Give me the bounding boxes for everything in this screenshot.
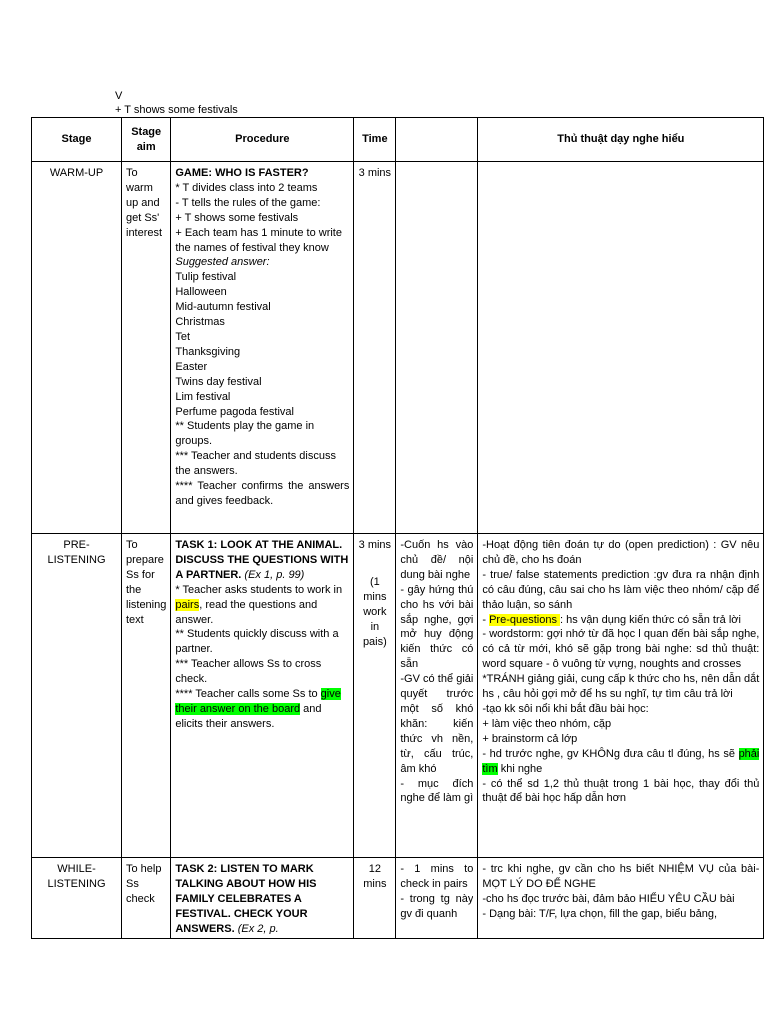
time-pre-main: 3 mins bbox=[358, 539, 392, 551]
tech-item: + làm việc theo nhóm, cặp bbox=[482, 717, 612, 730]
answer-item: Christmas bbox=[175, 316, 225, 329]
warmup-tail: *** Teacher and students discuss the answers. bbox=[175, 450, 336, 478]
stage-while-listening bbox=[32, 858, 122, 939]
tech-item: : hs vận dụng kiến thức có sẵn trả lời bbox=[560, 613, 741, 626]
tech-item: -tạo kk sôi nổi khi bắt đầu bài học: bbox=[482, 702, 649, 715]
warmup-title: GAME: WHO IS FASTER? bbox=[175, 167, 309, 179]
warmup-line: - T tells the rules of the game: bbox=[175, 196, 321, 209]
technique-warmup bbox=[478, 162, 764, 534]
tech-item: khi nghe bbox=[497, 762, 543, 775]
task1-text: and elicits their answers. bbox=[175, 702, 322, 730]
answer-item: Twins day festival bbox=[175, 375, 262, 388]
answer-item: Tulip festival bbox=[175, 271, 237, 284]
task1-text: *** Teacher allows Ss to cross check. bbox=[175, 658, 322, 686]
tech-item: - có thể sd 1,2 thủ thuật trong 1 bài học, thay đổi thủ thuật để bài học hấp dẫn hơn bbox=[482, 777, 760, 805]
warmup-tail: ** Students play the game in groups. bbox=[175, 420, 315, 448]
tech-item: - Dạng bài: T/F, lựa chọn, fill the gap, biểu bảng, bbox=[482, 907, 717, 920]
warmup-tail: **** Teacher confirms the answers and gives feedback. bbox=[175, 480, 350, 507]
tech-item: - bbox=[482, 613, 490, 626]
note-item: -GV có thể giải quyết trước một số khó khăn: kiến thức vh nền, từ, cấu trúc, âm khó bbox=[400, 673, 474, 775]
table-row-warmup bbox=[32, 162, 764, 534]
task1-text: , read the questions and answer. bbox=[175, 598, 318, 626]
tech-item: - hd trước nghe, gv KHÔNg đưa câu tl đúng, hs sẽ bbox=[482, 747, 739, 760]
procedure-pre-listening bbox=[171, 534, 354, 858]
suggested-answer-label: Suggested answer: bbox=[175, 256, 270, 269]
note-item: - 1 mins to check in pairs bbox=[400, 863, 474, 890]
notes-pre-listening bbox=[396, 534, 478, 858]
answer-item: Mid-autumn festival bbox=[175, 301, 271, 314]
time-pre-listening bbox=[354, 534, 396, 858]
task2-title: TASK 2: LISTEN TO MARK TALKING ABOUT HOW HIS FAMILY CELEBRATES A FESTIVAL. CHECK YOUR ANSWERS. bbox=[175, 863, 317, 934]
note-item: - gây hứng thú cho hs với bài sắp nghe, gợi mở huy động kiến thức có sẵn bbox=[400, 583, 474, 671]
task1-text: * Teacher asks students to work in bbox=[175, 583, 343, 596]
technique-pre-listening bbox=[478, 534, 764, 858]
tech-item: -Hoạt động tiên đoán tự do (open prediction) : GV nêu chủ đề, cho hs đoán bbox=[482, 539, 760, 566]
stage-pre-listening: PRE-LISTENING bbox=[32, 534, 122, 858]
task1-text: ** Students quickly discuss with a partner. bbox=[175, 628, 339, 656]
notes-while-listening bbox=[396, 858, 478, 939]
answer-item: Halloween bbox=[175, 286, 227, 299]
answer-item: Tet bbox=[175, 330, 191, 343]
answer-item: Lim festival bbox=[175, 390, 231, 403]
note-item: -Cuốn hs vào chủ đề/ nội dung bài nghe bbox=[400, 539, 474, 581]
highlight-pre-questions: Pre-questions bbox=[489, 613, 561, 626]
lesson-plan-table bbox=[31, 117, 764, 939]
time-warmup: 3 mins bbox=[354, 162, 396, 534]
note-item: - mục đích nghe để làm gì bbox=[400, 777, 474, 805]
aim-while-listening bbox=[122, 858, 171, 939]
aim-pre-listening: To prepare Ss for the listening text bbox=[122, 534, 171, 858]
header-blank bbox=[396, 118, 478, 162]
highlight-board: give their answer on the board bbox=[175, 688, 341, 715]
answer-item: Thanksgiving bbox=[175, 345, 241, 358]
header-procedure: Procedure bbox=[171, 118, 354, 162]
aim-while-text: To help Ss check bbox=[126, 863, 162, 905]
answer-item: Perfume pagoda festival bbox=[175, 405, 294, 418]
note-item: - trong tg này gv đi quanh bbox=[400, 892, 474, 920]
table-row-pre-listening bbox=[32, 534, 764, 858]
task1-title: TASK 1: LOOK AT THE ANIMAL. DISCUSS THE QUESTIONS WITH A PARTNER. bbox=[175, 539, 349, 581]
header-note-line-1: V bbox=[115, 90, 123, 102]
table-row-while-listening bbox=[32, 858, 764, 939]
tech-item: + brainstorm cả lớp bbox=[482, 732, 578, 745]
notes-warmup bbox=[396, 162, 478, 534]
warmup-line: * T divides class into 2 teams bbox=[175, 181, 318, 194]
task1-text: **** Teacher calls some Ss to bbox=[175, 688, 321, 701]
header-stage-aim: Stage aim bbox=[122, 118, 171, 162]
tech-item: - true/ false statements prediction :gv đưa ra nhận định có câu đúng, câu sai cho hs làm việc theo nhóm/ cặp để thảo luận, so sánh bbox=[482, 568, 760, 611]
header-time: Time bbox=[354, 118, 396, 162]
stage-warmup: WARM-UP bbox=[32, 162, 122, 534]
task1-ref: (Ex 1, p. 99) bbox=[244, 568, 305, 581]
header-note-line-2: + T shows some festivals bbox=[115, 104, 238, 116]
tech-item: -cho hs đọc trước bài, đảm bảo HIỂU YÊU CẦU bài bbox=[482, 892, 735, 905]
procedure-while-listening bbox=[171, 858, 354, 939]
header-technique: Thủ thuật dạy nghe hiểu bbox=[478, 118, 764, 162]
time-while-listening bbox=[354, 858, 396, 939]
header-stage: Stage bbox=[32, 118, 122, 162]
tech-item: *TRÁNH giảng giải, cung cấp k thức cho hs, nên dẫn dắt hs , câu hỏi gợi mở để hs su nghĩ, tự tìm câu trả lời bbox=[482, 673, 760, 701]
time-while-text: 12 mins bbox=[363, 863, 387, 890]
tech-item: - trc khi nghe, gv cần cho hs biết NHIỆM VỤ của bài- MỌT LÝ DO ĐỂ NGHE bbox=[482, 863, 760, 890]
warmup-line: + T shows some festivals bbox=[175, 211, 299, 224]
time-pre-pairs: (1 mins work in pais) bbox=[362, 575, 387, 648]
stage-while-text: WHILE-LISTENING bbox=[47, 863, 106, 890]
highlight-phai-tim: phải tìm bbox=[482, 747, 760, 775]
header-row bbox=[32, 118, 764, 162]
aim-warmup: To warm up and get Ss' interest bbox=[122, 162, 171, 534]
answer-item: Easter bbox=[175, 360, 208, 373]
tech-item: - wordstorm: gợi nhớ từ đã học l quan đến bài sắp nghe, có cả từ mới, khó sẽ gặp trong bài nghe: sd thủ thuật: word square - ô vuông từ vựng, noughts and crosses bbox=[482, 628, 760, 671]
technique-while-listening bbox=[478, 858, 764, 939]
procedure-warmup bbox=[171, 162, 354, 534]
task2-ref: (Ex 2, p. bbox=[237, 922, 279, 934]
highlight-pairs: pairs bbox=[175, 598, 200, 611]
warmup-line: + Each team has 1 minute to write the names of festival they know bbox=[175, 226, 342, 254]
